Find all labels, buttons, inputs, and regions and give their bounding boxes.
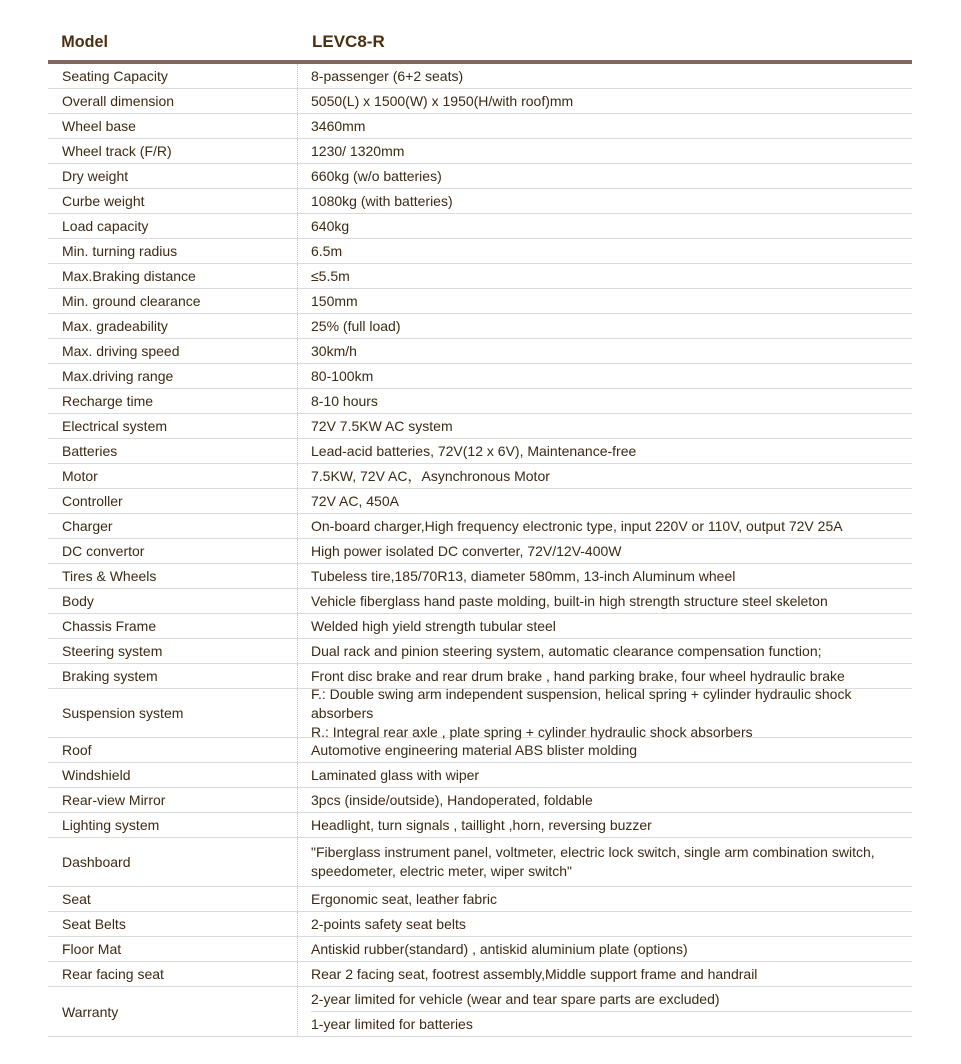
table-row: [48, 539, 912, 564]
spec-value-cell: [298, 89, 912, 113]
spec-value: High power isolated DC converter, 72V/12V-400W: [311, 542, 622, 559]
spec-value-cell: [298, 763, 912, 787]
spec-value-cell: [298, 564, 912, 588]
spec-value-cell: [298, 239, 912, 263]
table-row: [48, 164, 912, 189]
table-row: [48, 264, 912, 289]
spec-value: Antiskid rubber(standard) , antiskid aluminium plate (options): [311, 940, 688, 957]
spec-label: Suspension system: [48, 689, 298, 737]
spec-value: 150mm: [311, 292, 358, 309]
table-row: [48, 564, 912, 589]
spec-label: Dry weight: [48, 164, 298, 188]
spec-value: F.: Double swing arm independent suspension, helical spring + cylinder hydraulic shock absorbers R.: Integral rear axle , plate spring + cylinder hydraulic shock absorbers: [311, 685, 852, 740]
spec-label: Seating Capacity: [48, 64, 298, 88]
spec-label: Max.driving range: [48, 364, 298, 388]
table-row: [48, 239, 912, 264]
table-row: [48, 114, 912, 139]
spec-value: 30km/h: [311, 342, 357, 359]
spec-value-cell: [298, 264, 912, 288]
spec-value-cell: [298, 514, 912, 538]
table-row: [48, 364, 912, 389]
spec-label: Wheel base: [48, 114, 298, 138]
spec-value: 3pcs (inside/outside), Handoperated, foldable: [311, 791, 593, 808]
spec-value: 1-year limited for batteries: [311, 1011, 912, 1036]
spec-value-cell: [298, 464, 912, 488]
spec-value-cell: [298, 64, 912, 88]
spec-value-cell: [298, 962, 912, 986]
spec-value-cell: [298, 139, 912, 163]
spec-value-cell: [298, 364, 912, 388]
spec-value: Front disc brake and rear drum brake , hand parking brake, four wheel hydraulic brake: [311, 667, 845, 684]
header-label: Model: [61, 32, 108, 51]
table-row: [48, 439, 912, 464]
spec-label: Rear-view Mirror: [48, 788, 298, 812]
table-row: [48, 514, 912, 539]
spec-value: 72V 7.5KW AC system: [311, 417, 453, 434]
spec-value: 3460mm: [311, 117, 366, 134]
spec-value: Headlight, turn signals , taillight ,horn, reversing buzzer: [311, 816, 652, 833]
table-row: [48, 464, 912, 489]
spec-rows: [48, 64, 912, 1037]
spec-value: 2-points safety seat belts: [311, 915, 466, 932]
table-row: [48, 763, 912, 788]
spec-value: Vehicle fiberglass hand paste molding, built-in high strength structure steel skeleton: [311, 592, 828, 609]
spec-label: Max.Braking distance: [48, 264, 298, 288]
spec-value-cell: [298, 289, 912, 313]
spec-value: 5050(L) x 1500(W) x 1950(H/with roof)mm: [311, 92, 574, 109]
table-row: [48, 813, 912, 838]
table-row: [48, 314, 912, 339]
spec-value: 7.5KW, 72V AC，Asynchronous Motor: [311, 467, 550, 484]
table-row: [48, 987, 912, 1037]
table-row: [48, 738, 912, 763]
header-model-name: LEVC8-R: [312, 32, 385, 51]
spec-label: Steering system: [48, 639, 298, 663]
table-row: [48, 289, 912, 314]
spec-label: Roof: [48, 738, 298, 762]
table-row: [48, 912, 912, 937]
spec-label: Max. gradeability: [48, 314, 298, 338]
spec-label: Rear facing seat: [48, 962, 298, 986]
spec-label: Recharge time: [48, 389, 298, 413]
spec-label: Min. turning radius: [48, 239, 298, 263]
spec-label: Floor Mat: [48, 937, 298, 961]
spec-value: 660kg (w/o batteries): [311, 167, 442, 184]
spec-value: 25% (full load): [311, 317, 401, 334]
spec-value: 6.5m: [311, 242, 343, 259]
spec-label: Wheel track (F/R): [48, 139, 298, 163]
table-row: [48, 614, 912, 639]
table-row: [48, 489, 912, 514]
table-row: [48, 838, 912, 887]
spec-value: 8-10 hours: [311, 392, 378, 409]
spec-value-cell: [298, 912, 912, 936]
spec-label: Charger: [48, 514, 298, 538]
table-row: [48, 962, 912, 987]
spec-label: Lighting system: [48, 813, 298, 837]
spec-label: Controller: [48, 489, 298, 513]
spec-value-cell: [298, 489, 912, 513]
spec-value-cell: [298, 788, 912, 812]
table-row: [48, 139, 912, 164]
spec-table: [48, 24, 912, 1037]
table-row: [48, 189, 912, 214]
spec-label: Electrical system: [48, 414, 298, 438]
spec-value: Tubeless tire,185/70R13, diameter 580mm, 13-inch Aluminum wheel: [311, 567, 736, 584]
spec-label: Motor: [48, 464, 298, 488]
spec-value-cell: [298, 164, 912, 188]
spec-value: Lead-acid batteries, 72V(12 x 6V), Maintenance-free: [311, 442, 637, 459]
spec-value-cell: [298, 937, 912, 961]
spec-label: Max. driving speed: [48, 339, 298, 363]
table-row: [48, 89, 912, 114]
spec-label: Batteries: [48, 439, 298, 463]
spec-value-cell: [298, 339, 912, 363]
table-header: [48, 24, 912, 64]
spec-label: Warranty: [48, 987, 298, 1036]
spec-value: Laminated glass with wiper: [311, 766, 480, 783]
spec-value: 8-passenger (6+2 seats): [311, 67, 464, 84]
spec-value-cell: [298, 189, 912, 213]
spec-value-cell: [298, 539, 912, 563]
spec-value: 72V AC, 450A: [311, 492, 399, 509]
spec-value-cell: [298, 439, 912, 463]
spec-value-cell: [298, 414, 912, 438]
spec-label: Seat Belts: [48, 912, 298, 936]
spec-value: "Fiberglass instrument panel, voltmeter, electric lock switch, single arm combination switch, speedometer, electric meter, wiper switch": [311, 844, 875, 879]
table-row: [48, 589, 912, 614]
table-row: [48, 639, 912, 664]
spec-label: Min. ground clearance: [48, 289, 298, 313]
table-row: [48, 414, 912, 439]
spec-value-cell: [298, 685, 912, 740]
spec-value-cell: [298, 114, 912, 138]
spec-label: Seat: [48, 887, 298, 911]
table-row: [48, 887, 912, 912]
spec-label: Dashboard: [48, 838, 298, 886]
spec-value: ≤5.5m: [311, 267, 350, 284]
table-row: [48, 788, 912, 813]
table-row: [48, 64, 912, 89]
spec-label: Overall dimension: [48, 89, 298, 113]
spec-value-cell: [298, 214, 912, 238]
spec-label: DC convertor: [48, 539, 298, 563]
spec-value: Automotive engineering material ABS blister molding: [311, 741, 638, 758]
spec-label: Chassis Frame: [48, 614, 298, 638]
spec-value: 1230/ 1320mm: [311, 142, 405, 159]
spec-label: Tires & Wheels: [48, 564, 298, 588]
table-row: [48, 214, 912, 239]
spec-label: Braking system: [48, 664, 298, 688]
table-row: [48, 389, 912, 414]
spec-value-cell: [298, 887, 912, 911]
spec-label: Windshield: [48, 763, 298, 787]
spec-label: Body: [48, 589, 298, 613]
spec-value-cell: [298, 813, 912, 837]
spec-value: On-board charger,High frequency electronic type, input 220V or 110V, output 72V 25A: [311, 517, 843, 534]
spec-value-cell: [298, 614, 912, 638]
spec-value: 640kg: [311, 217, 350, 234]
spec-value: 80-100km: [311, 367, 374, 384]
spec-value-cell: [298, 314, 912, 338]
spec-value-cell: [298, 738, 912, 762]
spec-value-cell: [298, 987, 912, 1036]
spec-value: 2-year limited for vehicle (wear and tear spare parts are excluded): [311, 990, 720, 1007]
spec-label: Load capacity: [48, 214, 298, 238]
spec-label: Curbe weight: [48, 189, 298, 213]
spec-value-cell: [298, 639, 912, 663]
spec-value: 1080kg (with batteries): [311, 192, 453, 209]
spec-value-cell: [298, 838, 912, 886]
table-row: [48, 937, 912, 962]
spec-value-cell: [298, 389, 912, 413]
spec-value: Ergonomic seat, leather fabric: [311, 890, 497, 907]
spec-value-cell: [298, 589, 912, 613]
spec-value: Dual rack and pinion steering system, automatic clearance compensation function;: [311, 642, 822, 659]
table-row: [48, 685, 912, 740]
spec-value: Welded high yield strength tubular steel: [311, 617, 556, 634]
spec-value: Rear 2 facing seat, footrest assembly,Middle support frame and handrail: [311, 965, 758, 982]
table-row: [48, 339, 912, 364]
